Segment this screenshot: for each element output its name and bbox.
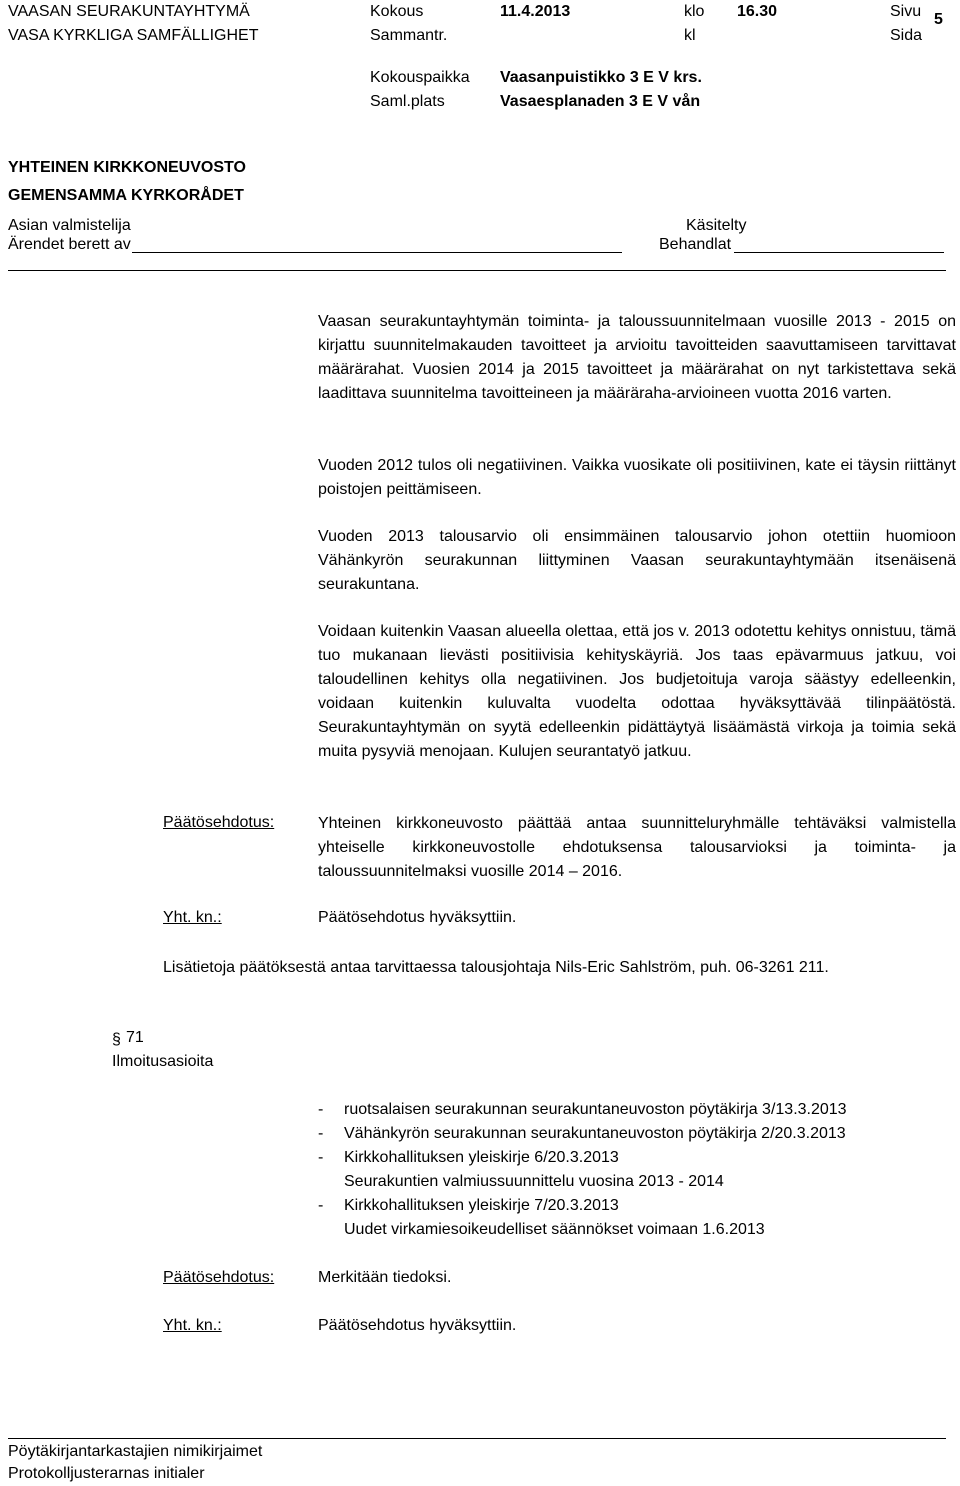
list-item: - Kirkkohallituksen yleiskirje 7/20.3.2013 — [318, 1197, 619, 1214]
handled-underline — [734, 252, 944, 253]
header-divider — [8, 270, 946, 271]
handled-label-fi: Käsitelty — [686, 217, 747, 234]
page-label-sv: Sida — [890, 27, 923, 44]
meeting-place-sv: Vasaesplanaden 3 E V vån — [500, 93, 701, 110]
meeting-date: 11.4.2013 — [500, 3, 571, 20]
paragraph-4: Voidaan kuitenkin Vaasan alueella olettaa, että jos v. 2013 odotettu kehitys onnistuu, tämä tuo mukanaan lievästi positiivisia kehityskäyriä. Jos taas epävarmuus jatkuu, voi taloudellinen kehitys olla negatiivinen. Jos budjetoituja varoja säästyy edelleenkin, voidaan kuitenkin kuluvalta vuodelta odottaa hyväksyttävää tilinpäätöstä. Seurakuntayhtymän on syytä edelleenkin pidättäytyä lisäämästä virkoja ja toimia sekä muita pysyviä menojaan. Kulujen seurantatyö jatkuu. — [318, 623, 956, 760]
info-text: Lisätietoja päätöksestä antaa tarvittaessa talousjohtaja Nils-Eric Sahlström, puh. 06-3261 211. — [163, 959, 829, 976]
preparer-label-sv: Ärendet berett av — [8, 236, 131, 253]
meeting-time: 16.30 — [737, 3, 778, 20]
list-item: - Vähänkyrön seurakunnan seurakuntaneuvoston pöytäkirja 2/20.3.2013 — [318, 1125, 846, 1142]
proposal-label: Päätösehdotus: — [163, 814, 275, 831]
time-label-sv: kl — [684, 27, 696, 44]
proposal-text-2: Merkitään tiedoksi. — [318, 1269, 452, 1286]
org-name-sv: VASA KYRKLIGA SAMFÄLLIGHET — [8, 27, 259, 44]
section-sign: § — [112, 1031, 121, 1048]
page-number: 5 — [934, 11, 943, 28]
paragraph-3: Vuoden 2013 talousarvio oli ensimmäinen talousarvio johon otettiin huomioon Vähänkyrön seurakunnan liittyminen Vaasan seurakuntayhtymään itsenäisenä seurakuntana. — [318, 528, 956, 593]
preparer-underline — [132, 252, 622, 253]
footer-divider — [8, 1438, 946, 1439]
meeting-label-sv: Sammantr. — [370, 27, 448, 44]
decision-text: Päätösehdotus hyväksyttiin. — [318, 909, 517, 926]
meeting-label-fi: Kokous — [370, 3, 424, 20]
handled-label-sv: Behandlat — [659, 236, 732, 253]
footer-initials-fi: Pöytäkirjantarkastajien nimikirjaimet — [8, 1443, 263, 1460]
page-label-fi: Sivu — [890, 3, 922, 20]
paragraph-2: Vuoden 2012 tulos oli negatiivinen. Vaikka vuosikate oli positiivinen, kate ei täysin riittänyt poistojen peittämiseen. — [318, 457, 956, 498]
paragraph-1: Vaasan seurakuntayhtymän toiminta- ja taloussuunnitelmaan vuosille 2013 - 2015 on kirjattu suunnitelmakauden tavoitteet ja arvioitu tavoitteiden saavuttamiseen tarvittavat määrärahat. Vuosien 2014 ja 2015 tavoitteet ja määrärahat on nyt tarkistettava sekä laadittava suunnitelma tavoitteineen ja määräraha-arvioineen vuotta 2016 varten. — [318, 313, 956, 402]
meeting-place-fi: Vaasanpuistikko 3 E V krs. — [500, 69, 702, 86]
decision-label: Yht. kn.: — [163, 909, 222, 926]
org-name-fi: VAASAN SEURAKUNTAYHTYMÄ — [8, 3, 250, 20]
list-item: Uudet virkamiesoikeudelliset säännökset voimaan 1.6.2013 — [344, 1221, 765, 1238]
time-label-fi: klo — [684, 3, 705, 20]
list-item: - ruotsalaisen seurakunnan seurakuntaneuvoston pöytäkirja 3/13.3.2013 — [318, 1101, 847, 1118]
decision-label-2: Yht. kn.: — [163, 1317, 222, 1334]
proposal-text: Yhteinen kirkkoneuvosto päättää antaa suunnitteluryhmälle tehtäväksi valmistella yhteiselle kirkkoneuvostolle ehdotuksensa talousarvioksi ja toiminta- ja taloussuunnitelmaksi vuosille 2014 – 2016. — [318, 815, 956, 880]
decision-text-2: Päätösehdotus hyväksyttiin. — [318, 1317, 517, 1334]
board-title-fi: YHTEINEN KIRKKONEUVOSTO — [8, 159, 246, 176]
footer-initials-sv: Protokolljusterarnas initialer — [8, 1465, 205, 1482]
proposal-label-2: Päätösehdotus: — [163, 1269, 275, 1286]
section-title: Ilmoitusasioita — [112, 1053, 214, 1070]
place-label-fi: Kokouspaikka — [370, 69, 470, 86]
place-label-sv: Saml.plats — [370, 93, 445, 110]
list-item: - Kirkkohallituksen yleiskirje 6/20.3.2013 — [318, 1149, 619, 1166]
preparer-label-fi: Asian valmistelija — [8, 217, 131, 234]
board-title-sv: GEMENSAMMA KYRKORÅDET — [8, 187, 244, 204]
list-item: Seurakuntien valmiussuunnittelu vuosina 2013 - 2014 — [344, 1173, 724, 1190]
section-number: 71 — [126, 1029, 144, 1046]
